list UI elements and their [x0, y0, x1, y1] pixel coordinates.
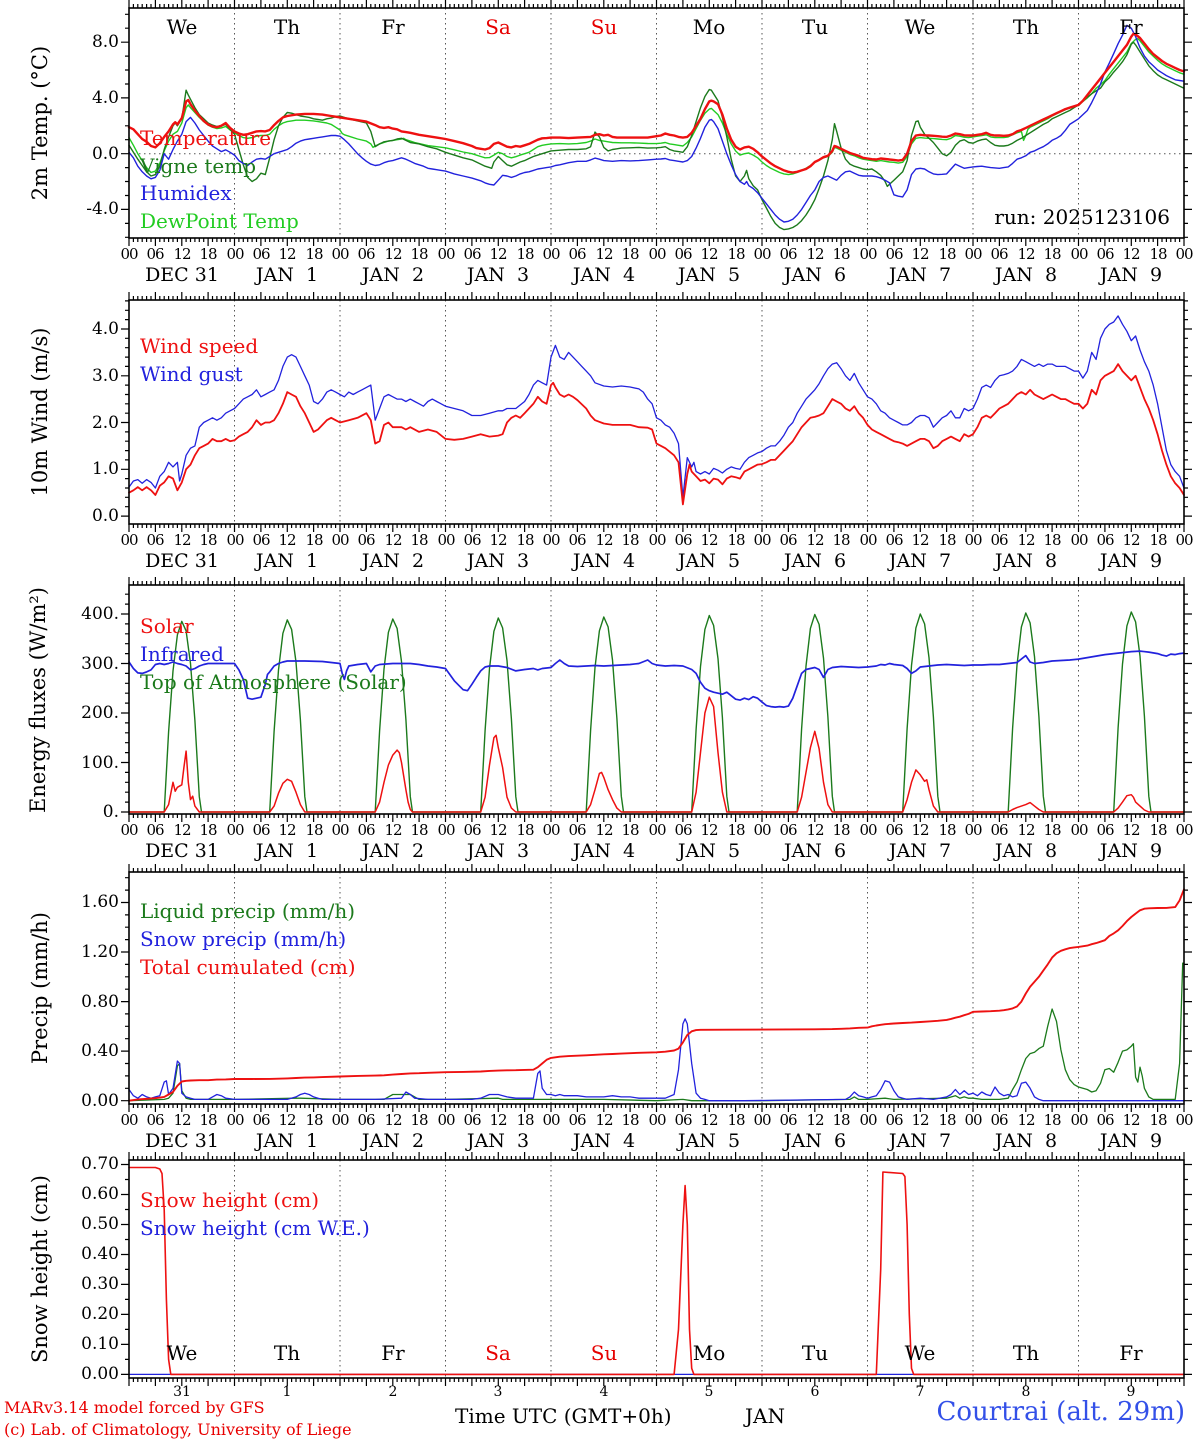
legend-dewpoint-temp: DewPoint Temp	[140, 209, 299, 234]
x-hour-label: 12	[278, 1111, 296, 1129]
x-hour-label: 12	[489, 1111, 507, 1129]
x-day-label: DEC 31	[145, 840, 219, 862]
legend-temperature: Temperature	[140, 126, 272, 150]
day-of-week-label: Fr	[1119, 1341, 1143, 1365]
day-of-week-label: Th	[273, 1341, 301, 1365]
y-tick-label: 1.20	[81, 942, 119, 962]
x-hour-label: 12	[1122, 245, 1140, 263]
x-hour-label: 12	[278, 821, 296, 839]
y-tick-label: 300.	[81, 654, 119, 674]
x-hour-label: 12	[595, 821, 613, 839]
x-hour-label: 18	[727, 245, 745, 263]
x-hour-label: 18	[305, 531, 323, 549]
y-axis-title-precip: Precip (mm/h)	[28, 912, 52, 1065]
x-hour-label: 18	[621, 821, 639, 839]
x-day-label: JAN 2	[361, 1130, 425, 1152]
x-day-label: JAN 5	[677, 264, 741, 286]
y-tick-label: 200.	[81, 703, 119, 723]
series-line-liquid-precip-mm-h-	[129, 963, 1184, 1100]
x-hour-label: 00	[1070, 821, 1088, 839]
x-hour-label: 06	[885, 531, 903, 549]
x-hour-label: 12	[806, 1111, 824, 1129]
x-axis-month-label: JAN	[745, 1404, 785, 1428]
x-hour-label: 12	[1017, 245, 1035, 263]
x-hour-label: 18	[516, 1111, 534, 1129]
x-day-label: JAN 9	[1099, 264, 1163, 286]
x-hour-label: 06	[252, 821, 270, 839]
x-hour-label: 00	[964, 531, 982, 549]
day-of-week-label: We	[904, 15, 936, 39]
x-hour-label: 06	[885, 1111, 903, 1129]
y-axis-title-temperature: 2m Temp. (°C)	[28, 45, 52, 201]
x-day-label: JAN 8	[994, 840, 1058, 862]
x-day-label: JAN 6	[783, 840, 847, 862]
x-hour-label: 12	[595, 531, 613, 549]
day-of-week-label: Tu	[801, 1341, 829, 1365]
x-hour-label: 12	[911, 821, 929, 839]
x-day-label: JAN 4	[572, 264, 636, 286]
x-hour-label: 18	[199, 821, 217, 839]
x-day-label: DEC 31	[145, 264, 219, 286]
x-hour-label: 06	[463, 245, 481, 263]
x-hour-label: 00	[331, 1111, 349, 1129]
x-day-label: JAN 2	[361, 264, 425, 286]
x-hour-label: 00	[964, 1111, 982, 1129]
x-hour-label: 00	[753, 245, 771, 263]
x-hour-label: 18	[305, 245, 323, 263]
x-day-label: JAN 5	[677, 1130, 741, 1152]
x-hour-label: 12	[911, 245, 929, 263]
x-hour-label: 06	[779, 531, 797, 549]
x-hour-label: 18	[832, 245, 850, 263]
x-hour-label: 00	[120, 245, 138, 263]
x-hour-label: 12	[806, 531, 824, 549]
x-day-label: JAN 7	[888, 264, 952, 286]
x-hour-label: 00	[226, 821, 244, 839]
x-hour-label: 06	[357, 821, 375, 839]
x-hour-label: 00	[542, 821, 560, 839]
x-day-label: JAN 1	[255, 840, 319, 862]
x-hour-label: 00	[331, 821, 349, 839]
y-tick-label: 400.	[81, 604, 119, 624]
x-hour-label: 00	[437, 245, 455, 263]
x-hour-label: 06	[1096, 1111, 1114, 1129]
x-hour-label: 18	[727, 821, 745, 839]
x-hour-label: 06	[568, 1111, 586, 1129]
legend-top-of-atmosphere-solar-: Top of Atmosphere (Solar)	[140, 670, 407, 694]
x-hour-label: 00	[753, 821, 771, 839]
x-hour-label: 00	[1175, 1111, 1193, 1129]
legend-snow-height-cm-: Snow height (cm)	[140, 1188, 320, 1212]
x-hour-label: 18	[1043, 1111, 1061, 1129]
x-hour-label: 00	[648, 1111, 666, 1129]
x-day-label: JAN 2	[361, 550, 425, 572]
x-day-label: JAN 4	[572, 1130, 636, 1152]
day-of-week-label: Sa	[485, 1341, 511, 1365]
x-day-label: JAN 8	[994, 264, 1058, 286]
x-day-label: JAN 4	[572, 840, 636, 862]
legend-total-cumulated-cm-: Total cumulated (cm)	[140, 955, 356, 979]
x-hour-label: 00	[859, 1111, 877, 1129]
y-tick-label: 0.70	[81, 1154, 119, 1174]
y-tick-label: 4.0	[91, 319, 119, 339]
x-day-number: 1	[282, 1384, 292, 1400]
x-hour-label: 06	[990, 821, 1008, 839]
x-hour-label: 00	[1070, 531, 1088, 549]
x-hour-label: 12	[278, 245, 296, 263]
x-hour-label: 06	[357, 245, 375, 263]
x-hour-label: 18	[621, 1111, 639, 1129]
y-tick-label: 0.60	[81, 1184, 119, 1204]
x-day-label: JAN 7	[888, 1130, 952, 1152]
x-hour-label: 18	[727, 531, 745, 549]
footer-model-credit: MARv3.14 model forced by GFS	[4, 1398, 265, 1417]
x-hour-label: 00	[753, 1111, 771, 1129]
x-hour-label: 06	[146, 821, 164, 839]
x-hour-label: 18	[1149, 245, 1167, 263]
x-hour-label: 00	[964, 821, 982, 839]
x-day-number: 8	[1021, 1384, 1031, 1400]
x-hour-label: 06	[1096, 531, 1114, 549]
x-day-number: 31	[173, 1384, 191, 1400]
x-hour-label: 00	[331, 531, 349, 549]
x-day-label: JAN 4	[572, 550, 636, 572]
x-hour-label: 00	[120, 531, 138, 549]
x-day-label: DEC 31	[145, 1130, 219, 1152]
x-day-label: JAN 6	[783, 264, 847, 286]
x-hour-label: 12	[384, 245, 402, 263]
x-hour-label: 00	[1175, 821, 1193, 839]
x-day-label: JAN 7	[888, 840, 952, 862]
legend-infrared: Infrared	[140, 642, 224, 666]
x-hour-label: 12	[1017, 1111, 1035, 1129]
x-hour-label: 00	[120, 821, 138, 839]
x-hour-label: 06	[990, 1111, 1008, 1129]
x-hour-label: 06	[146, 531, 164, 549]
x-hour-label: 12	[806, 821, 824, 839]
series-line-top-of-atmosphere-solar-	[129, 612, 1184, 812]
station-label: Courtrai (alt. 29m)	[936, 1397, 1185, 1427]
x-hour-label: 18	[305, 1111, 323, 1129]
x-hour-label: 18	[832, 821, 850, 839]
x-hour-label: 12	[595, 245, 613, 263]
day-of-week-label: Th	[273, 15, 301, 39]
y-tick-label: 8.0	[91, 32, 119, 52]
x-day-label: JAN 3	[466, 264, 530, 286]
x-hour-label: 00	[226, 245, 244, 263]
x-hour-label: 12	[1122, 1111, 1140, 1129]
x-hour-label: 18	[199, 245, 217, 263]
y-tick-label: -4.0	[86, 199, 119, 219]
x-hour-label: 06	[674, 245, 692, 263]
x-hour-label: 06	[568, 821, 586, 839]
x-day-label: JAN 6	[783, 550, 847, 572]
x-hour-label: 12	[278, 531, 296, 549]
x-hour-label: 00	[964, 245, 982, 263]
y-tick-label: 1.60	[81, 892, 119, 912]
x-day-label: JAN 1	[255, 1130, 319, 1152]
x-hour-label: 00	[542, 531, 560, 549]
x-hour-label: 06	[252, 245, 270, 263]
y-tick-label: 0.40	[81, 1041, 119, 1061]
x-day-number: 9	[1126, 1384, 1136, 1400]
x-hour-label: 12	[173, 531, 191, 549]
x-hour-label: 18	[1043, 821, 1061, 839]
x-day-label: JAN 8	[994, 550, 1058, 572]
y-tick-label: 0.00	[81, 1364, 119, 1384]
legend-solar: Solar	[140, 614, 194, 638]
x-hour-label: 12	[700, 531, 718, 549]
x-hour-label: 12	[700, 821, 718, 839]
x-hour-label: 12	[384, 1111, 402, 1129]
x-hour-label: 06	[674, 1111, 692, 1129]
x-day-number: 2	[388, 1384, 398, 1400]
footer-lab-credit: (c) Lab. of Climatology, University of Liege	[4, 1420, 352, 1439]
legend-snow-precip-mm-h-: Snow precip (mm/h)	[140, 927, 347, 951]
x-day-label: JAN 2	[361, 840, 425, 862]
y-tick-label: 0.0	[91, 144, 119, 164]
x-hour-label: 18	[410, 245, 428, 263]
x-hour-label: 06	[463, 531, 481, 549]
y-tick-label: 4.0	[91, 88, 119, 108]
x-day-label: JAN 1	[255, 264, 319, 286]
day-of-week-label: We	[166, 1341, 198, 1365]
y-tick-label: 0.20	[81, 1304, 119, 1324]
x-hour-label: 00	[1175, 531, 1193, 549]
x-hour-label: 18	[1043, 245, 1061, 263]
x-hour-label: 00	[1070, 245, 1088, 263]
x-hour-label: 06	[146, 245, 164, 263]
x-hour-label: 06	[463, 821, 481, 839]
day-of-week-label: We	[166, 15, 198, 39]
y-tick-label: 2.0	[91, 413, 119, 433]
x-hour-label: 12	[700, 245, 718, 263]
x-hour-label: 00	[542, 1111, 560, 1129]
x-hour-label: 00	[120, 1111, 138, 1129]
x-hour-label: 06	[568, 245, 586, 263]
x-hour-label: 00	[859, 245, 877, 263]
day-of-week-label: Fr	[1119, 15, 1143, 39]
x-hour-label: 06	[885, 821, 903, 839]
x-hour-label: 00	[648, 821, 666, 839]
x-hour-label: 18	[727, 1111, 745, 1129]
day-of-week-label: Su	[590, 1341, 618, 1365]
x-day-label: JAN 3	[466, 840, 530, 862]
x-hour-label: 00	[437, 531, 455, 549]
x-hour-label: 18	[410, 1111, 428, 1129]
day-of-week-label: Sa	[485, 15, 511, 39]
x-hour-label: 12	[489, 821, 507, 839]
x-hour-label: 18	[938, 1111, 956, 1129]
y-tick-label: 100.	[81, 753, 119, 773]
day-of-week-label: Tu	[801, 15, 829, 39]
x-hour-label: 12	[173, 245, 191, 263]
x-day-label: JAN 7	[888, 550, 952, 572]
x-hour-label: 18	[1149, 821, 1167, 839]
x-hour-label: 00	[1175, 245, 1193, 263]
x-hour-label: 06	[990, 245, 1008, 263]
day-of-week-label: Fr	[381, 15, 405, 39]
x-hour-label: 00	[859, 821, 877, 839]
x-hour-label: 00	[331, 245, 349, 263]
x-hour-label: 00	[437, 1111, 455, 1129]
x-hour-label: 06	[1096, 821, 1114, 839]
x-hour-label: 06	[674, 531, 692, 549]
legend-wind-speed: Wind speed	[140, 334, 259, 358]
x-hour-label: 06	[357, 531, 375, 549]
x-hour-label: 06	[674, 821, 692, 839]
x-day-label: JAN 9	[1099, 840, 1163, 862]
x-day-label: JAN 6	[783, 1130, 847, 1152]
y-tick-label: 0.30	[81, 1274, 119, 1294]
y-tick-label: 0.80	[81, 992, 119, 1012]
legend-vigne-temp: Vigne temp	[140, 153, 257, 178]
x-hour-label: 18	[832, 1111, 850, 1129]
x-hour-label: 06	[463, 1111, 481, 1129]
x-hour-label: 06	[990, 531, 1008, 549]
y-tick-label: 0.10	[81, 1334, 119, 1354]
x-hour-label: 06	[252, 531, 270, 549]
x-hour-label: 18	[1149, 531, 1167, 549]
x-hour-label: 18	[516, 245, 534, 263]
x-hour-label: 18	[199, 1111, 217, 1129]
x-hour-label: 00	[648, 245, 666, 263]
x-hour-label: 00	[226, 531, 244, 549]
x-hour-label: 06	[357, 1111, 375, 1129]
x-day-number: 6	[810, 1384, 820, 1400]
x-hour-label: 06	[779, 821, 797, 839]
x-day-label: JAN 9	[1099, 1130, 1163, 1152]
x-hour-label: 18	[621, 245, 639, 263]
x-hour-label: 12	[173, 1111, 191, 1129]
x-day-label: JAN 9	[1099, 550, 1163, 572]
x-hour-label: 00	[753, 531, 771, 549]
x-hour-label: 06	[1096, 245, 1114, 263]
x-hour-label: 12	[911, 1111, 929, 1129]
x-hour-label: 00	[437, 821, 455, 839]
y-tick-label: 0.0	[91, 506, 119, 526]
x-hour-label: 18	[938, 531, 956, 549]
day-of-week-label: We	[904, 1341, 936, 1365]
x-hour-label: 18	[1043, 531, 1061, 549]
x-day-label: DEC 31	[145, 550, 219, 572]
x-hour-label: 12	[173, 821, 191, 839]
x-hour-label: 00	[542, 245, 560, 263]
legend-humidex: Humidex	[140, 181, 232, 206]
y-tick-label: 0.40	[81, 1244, 119, 1264]
x-hour-label: 12	[700, 1111, 718, 1129]
x-day-label: JAN 3	[466, 550, 530, 572]
x-hour-label: 18	[938, 245, 956, 263]
x-day-number: 5	[704, 1384, 714, 1400]
x-day-label: JAN 5	[677, 840, 741, 862]
x-hour-label: 12	[489, 531, 507, 549]
x-hour-label: 06	[885, 245, 903, 263]
x-day-label: JAN 8	[994, 1130, 1058, 1152]
x-hour-label: 18	[621, 531, 639, 549]
x-hour-label: 18	[410, 821, 428, 839]
x-hour-label: 00	[648, 531, 666, 549]
series-line-solar	[129, 697, 1184, 812]
y-axis-title-energy: Energy fluxes (W/m²)	[26, 587, 50, 813]
x-hour-label: 18	[199, 531, 217, 549]
y-tick-label: 0.50	[81, 1214, 119, 1234]
x-hour-label: 06	[568, 531, 586, 549]
day-of-week-label: Mo	[692, 1341, 726, 1365]
legend-liquid-precip-mm-h-: Liquid precip (mm/h)	[140, 899, 356, 923]
x-hour-label: 00	[1070, 1111, 1088, 1129]
y-tick-label: 0.	[102, 802, 119, 822]
day-of-week-label: Mo	[692, 15, 726, 39]
day-of-week-label: Th	[1012, 15, 1040, 39]
x-hour-label: 12	[489, 245, 507, 263]
y-axis-title-snow: Snow height (cm)	[28, 1175, 52, 1364]
x-hour-label: 06	[779, 1111, 797, 1129]
day-of-week-label: Fr	[381, 1341, 405, 1365]
x-hour-label: 12	[1122, 821, 1140, 839]
x-day-label: JAN 3	[466, 1130, 530, 1152]
x-hour-label: 12	[806, 245, 824, 263]
x-hour-label: 06	[252, 1111, 270, 1129]
x-hour-label: 06	[779, 245, 797, 263]
y-axis-title-wind: 10m Wind (m/s)	[28, 327, 52, 497]
x-day-label: JAN 5	[677, 550, 741, 572]
y-tick-label: 3.0	[91, 366, 119, 386]
x-hour-label: 18	[1149, 1111, 1167, 1129]
run-label: run: 2025123106	[994, 205, 1170, 229]
x-hour-label: 18	[305, 821, 323, 839]
x-hour-label: 12	[1017, 531, 1035, 549]
day-of-week-label: Th	[1012, 1341, 1040, 1365]
x-day-label: JAN 1	[255, 550, 319, 572]
legend-wind-gust: Wind gust	[140, 362, 243, 386]
x-axis-title: Time UTC (GMT+0h)	[455, 1404, 672, 1428]
x-hour-label: 18	[938, 821, 956, 839]
x-hour-label: 12	[1122, 531, 1140, 549]
y-tick-label: 0.00	[81, 1091, 119, 1111]
x-day-number: 7	[915, 1384, 925, 1400]
y-tick-label: 1.0	[91, 459, 119, 479]
x-hour-label: 18	[832, 531, 850, 549]
x-hour-label: 06	[146, 1111, 164, 1129]
x-hour-label: 12	[384, 531, 402, 549]
x-hour-label: 00	[859, 531, 877, 549]
x-hour-label: 12	[911, 531, 929, 549]
legend-snow-height-cm-w-e-: Snow height (cm W.E.)	[140, 1216, 370, 1240]
x-hour-label: 00	[226, 1111, 244, 1129]
x-hour-label: 18	[516, 531, 534, 549]
day-of-week-label: Su	[590, 15, 618, 39]
x-day-number: 4	[599, 1384, 609, 1400]
x-hour-label: 12	[1017, 821, 1035, 839]
x-hour-label: 12	[384, 821, 402, 839]
x-hour-label: 18	[516, 821, 534, 839]
x-day-number: 3	[493, 1384, 503, 1400]
x-hour-label: 18	[410, 531, 428, 549]
x-hour-label: 12	[595, 1111, 613, 1129]
